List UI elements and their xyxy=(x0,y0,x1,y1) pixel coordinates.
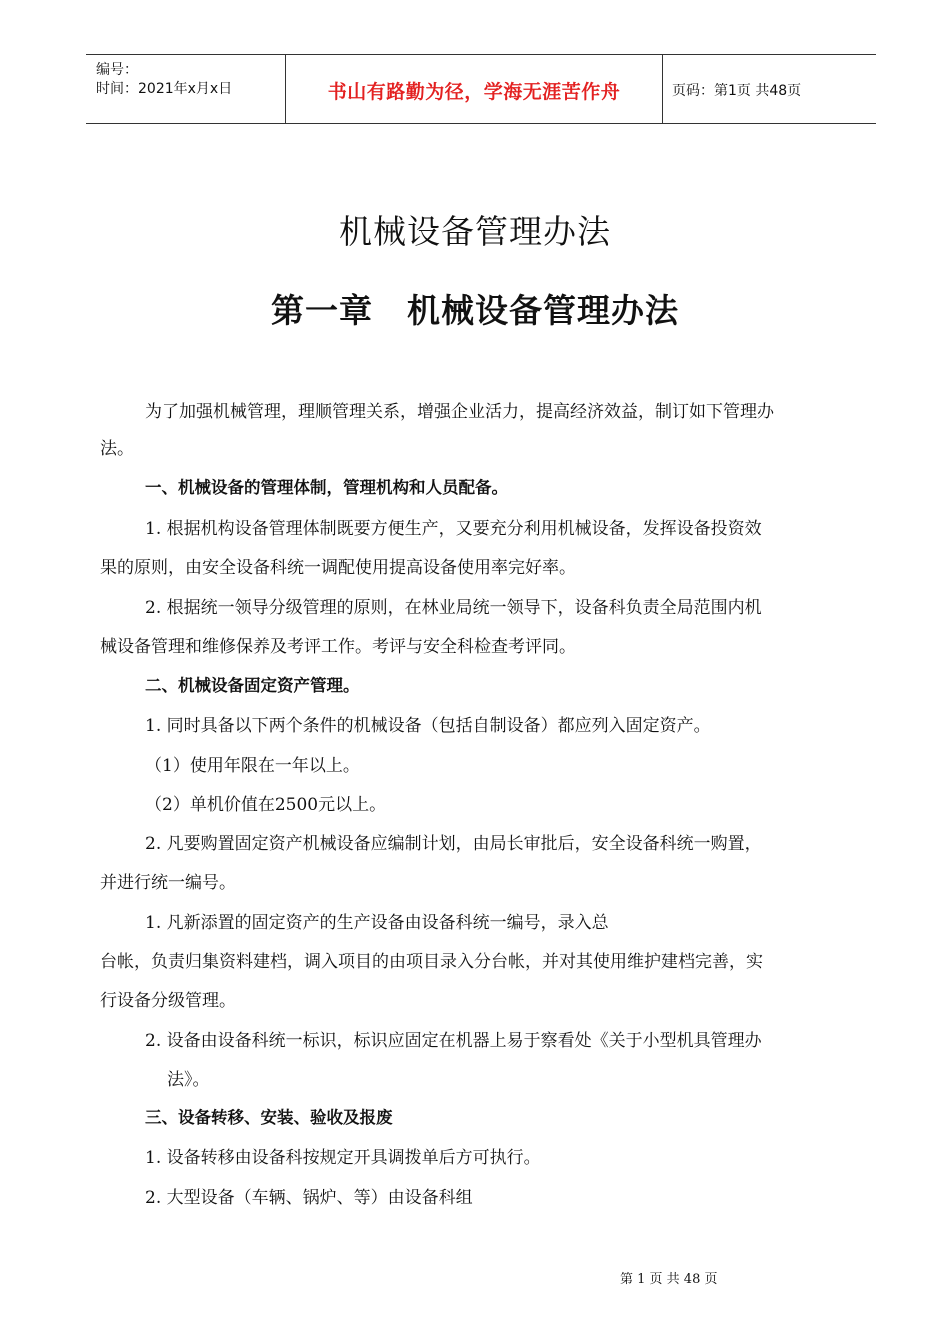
intro-line-1: 为了加强机械管理，理顺管理关系，增强企业活力，提高经济效益，制订如下管理办 xyxy=(145,402,774,422)
section-1-heading: 一、机械设备的管理体制，管理机构和人员配备。 xyxy=(145,478,508,497)
document-number-label: 编号： xyxy=(96,62,138,78)
document-date-label: 时间：2021年x月x日 xyxy=(96,81,233,97)
section-2-condition-1: （1）使用年限在一年以上。 xyxy=(145,756,360,776)
section-1-para-1-line-1: 1. 根据机构设备管理体制既要方便生产，又要充分利用机械设备，发挥设备投资效 xyxy=(145,519,762,539)
section-3-para-2: 2. 大型设备（车辆、锅炉、等）由设备科组 xyxy=(145,1188,473,1208)
section-2-condition-2: （2）单机价值在2500元以上。 xyxy=(145,795,387,815)
section-2-para-2-line-2: 并进行统一编号。 xyxy=(100,873,236,893)
document-title: 机械设备管理办法 xyxy=(339,212,611,251)
chapter-title: 第一章 机械设备管理办法 xyxy=(271,291,679,330)
section-1-para-2-line-1: 2. 根据统一领导分级管理的原则，在林业局统一领导下，设备科负责全局范围内机 xyxy=(145,598,762,618)
section-2-para-3-line-1: 1. 凡新添置的固定资产的生产设备由设备科统一编号，录入总 xyxy=(145,913,609,933)
header-page-info: 页码：第1页 共48页 xyxy=(672,83,802,99)
section-2-para-3-line-2: 台帐，负责归集资料建档，调入项目的由项目录入分台帐，并对其使用维护建档完善，实 xyxy=(100,952,763,972)
document-header xyxy=(86,54,876,124)
section-2-para-4-line-2: 法》。 xyxy=(167,1070,210,1090)
section-3-para-1: 1. 设备转移由设备科按规定开具调拨单后方可执行。 xyxy=(145,1148,541,1168)
page-footer: 第 1 页 共 48 页 xyxy=(620,1272,718,1287)
intro-line-2: 法。 xyxy=(100,439,134,459)
section-1-para-2-line-2: 械设备管理和维修保养及考评工作。考评与安全科检查考评同。 xyxy=(100,637,576,657)
section-2-para-3-line-3: 行设备分级管理。 xyxy=(100,991,236,1011)
header-motto: 书山有路勤为径，学海无涯苦作舟 xyxy=(327,81,621,103)
section-3-heading: 三、设备转移、安装、验收及报废 xyxy=(145,1108,393,1127)
header-page-cell xyxy=(662,55,876,123)
section-2-para-1: 1. 同时具备以下两个条件的机械设备（包括自制设备）都应列入固定资产。 xyxy=(145,716,711,736)
header-meta-cell xyxy=(86,55,285,123)
section-1-para-1-line-2: 果的原则，由安全设备科统一调配使用提高设备使用率完好率。 xyxy=(100,558,576,578)
section-2-para-2-line-1: 2. 凡要购置固定资产机械设备应编制计划，由局长审批后，安全设备科统一购置， xyxy=(145,834,762,854)
section-2-heading: 二、机械设备固定资产管理。 xyxy=(145,676,360,695)
section-2-para-4-line-1: 2. 设备由设备科统一标识，标识应固定在机器上易于察看处《关于小型机具管理办 xyxy=(145,1031,762,1051)
header-motto-cell xyxy=(285,55,663,123)
